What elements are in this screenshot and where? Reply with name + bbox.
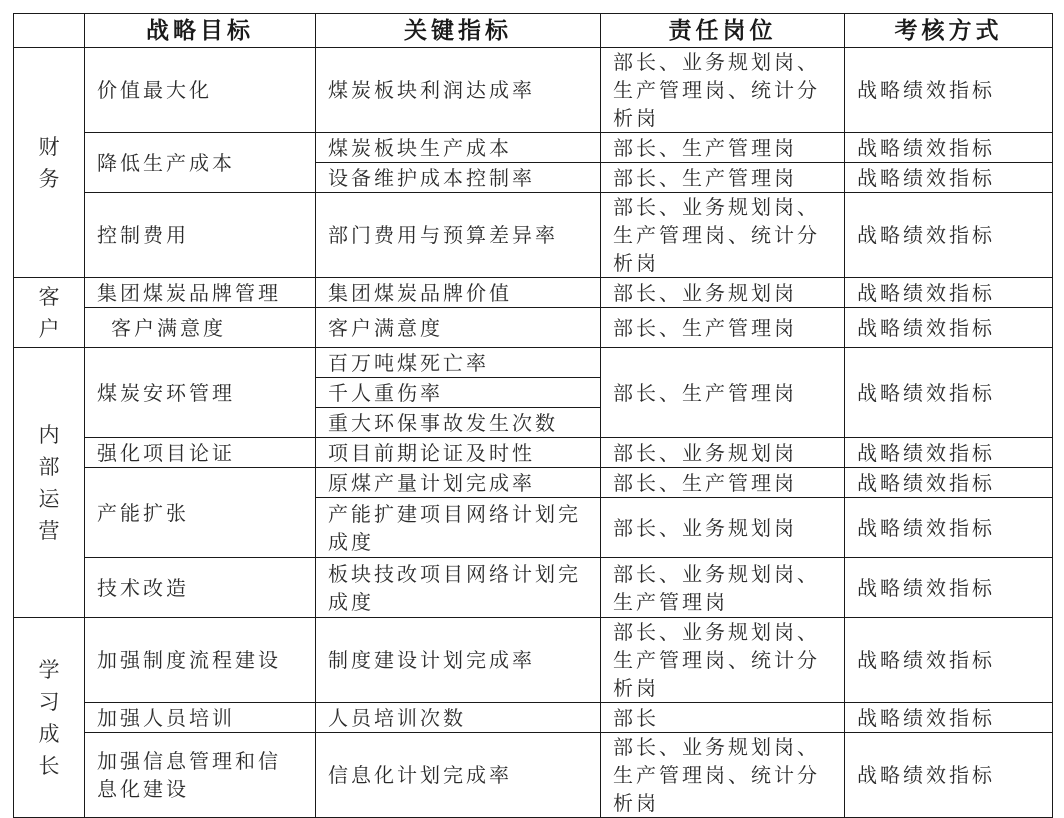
goal-cell: 强化项目论证 <box>85 438 316 468</box>
goal-cell: 加强信息管理和信息化建设 <box>85 733 316 818</box>
role-cell: 部长、业务规划岗 <box>601 498 845 558</box>
goal-cell: 客户满意度 <box>85 308 316 348</box>
method-cell: 战略绩效指标 <box>845 278 1053 308</box>
header-indicator: 关键指标 <box>316 14 601 48</box>
indicator-cell: 煤炭板块利润达成率 <box>316 48 601 133</box>
indicator-cell: 部门费用与预算差异率 <box>316 193 601 278</box>
goal-cell: 降低生产成本 <box>85 133 316 193</box>
role-cell: 部长、业务规划岗、生产管理岗 <box>601 558 845 618</box>
indicator-cell: 产能扩建项目网络计划完成度 <box>316 498 601 558</box>
header-role: 责任岗位 <box>601 14 845 48</box>
method-cell: 战略绩效指标 <box>845 498 1053 558</box>
role-cell: 部长、生产管理岗 <box>601 133 845 163</box>
role-cell: 部长、业务规划岗、生产管理岗、统计分析岗 <box>601 193 845 278</box>
method-cell: 战略绩效指标 <box>845 133 1053 163</box>
goal-cell: 加强制度流程建设 <box>85 618 316 703</box>
goal-cell: 控制费用 <box>85 193 316 278</box>
indicator-cell: 客户满意度 <box>316 308 601 348</box>
indicator-cell: 千人重伤率 <box>316 378 601 408</box>
header-method: 考核方式 <box>845 14 1053 48</box>
category-label: 客户 <box>38 284 60 341</box>
method-cell: 战略绩效指标 <box>845 163 1053 193</box>
method-cell: 战略绩效指标 <box>845 193 1053 278</box>
method-cell: 战略绩效指标 <box>845 618 1053 703</box>
indicator-cell: 集团煤炭品牌价值 <box>316 278 601 308</box>
method-cell: 战略绩效指标 <box>845 48 1053 133</box>
indicator-cell: 原煤产量计划完成率 <box>316 468 601 498</box>
role-cell: 部长、生产管理岗 <box>601 348 845 438</box>
category-finance <box>14 48 85 278</box>
strategy-kpi-table <box>13 13 1053 818</box>
goal-cell: 煤炭安环管理 <box>85 348 316 438</box>
method-cell: 战略绩效指标 <box>845 558 1053 618</box>
category-customer <box>14 278 85 348</box>
goal-cell: 产能扩张 <box>85 468 316 558</box>
table-row <box>14 278 1053 308</box>
role-cell: 部长、生产管理岗 <box>601 163 845 193</box>
role-cell: 部长、业务规划岗、生产管理岗、统计分析岗 <box>601 618 845 703</box>
role-cell: 部长、业务规划岗 <box>601 438 845 468</box>
category-internal <box>14 348 85 618</box>
goal-cell: 价值最大化 <box>85 48 316 133</box>
indicator-cell: 项目前期论证及时性 <box>316 438 601 468</box>
method-cell: 战略绩效指标 <box>845 733 1053 818</box>
table-row <box>14 618 1053 703</box>
method-cell: 战略绩效指标 <box>845 468 1053 498</box>
role-cell: 部长 <box>601 703 845 733</box>
goal-cell: 加强人员培训 <box>85 703 316 733</box>
indicator-cell: 板块技改项目网络计划完成度 <box>316 558 601 618</box>
table-row <box>14 438 1053 468</box>
indicator-cell: 制度建设计划完成率 <box>316 618 601 703</box>
role-cell: 部长、生产管理岗 <box>601 308 845 348</box>
indicator-cell: 重大环保事故发生次数 <box>316 408 601 438</box>
header-category <box>14 14 85 48</box>
role-cell: 部长、业务规划岗 <box>601 278 845 308</box>
table-row <box>14 48 1053 133</box>
table-row <box>14 733 1053 818</box>
indicator-cell: 煤炭板块生产成本 <box>316 133 601 163</box>
table-row <box>14 348 1053 378</box>
header-goal: 战略目标 <box>85 14 316 48</box>
indicator-cell: 设备维护成本控制率 <box>316 163 601 193</box>
table-row <box>14 308 1053 348</box>
table-row <box>14 468 1053 498</box>
method-cell: 战略绩效指标 <box>845 438 1053 468</box>
category-label: 财务 <box>38 134 60 191</box>
category-learning <box>14 618 85 818</box>
indicator-cell: 百万吨煤死亡率 <box>316 348 601 378</box>
category-label: 内部运营 <box>38 422 60 543</box>
role-cell: 部长、生产管理岗 <box>601 468 845 498</box>
method-cell: 战略绩效指标 <box>845 308 1053 348</box>
category-label: 学习成长 <box>38 657 60 778</box>
indicator-cell: 人员培训次数 <box>316 703 601 733</box>
table-row <box>14 133 1053 163</box>
indicator-cell: 信息化计划完成率 <box>316 733 601 818</box>
method-cell: 战略绩效指标 <box>845 348 1053 438</box>
table-row <box>14 193 1053 278</box>
goal-cell: 集团煤炭品牌管理 <box>85 278 316 308</box>
goal-cell: 技术改造 <box>85 558 316 618</box>
method-cell: 战略绩效指标 <box>845 703 1053 733</box>
table-row <box>14 558 1053 618</box>
role-cell: 部长、业务规划岗、生产管理岗、统计分析岗 <box>601 48 845 133</box>
table-row <box>14 703 1053 733</box>
header-row <box>14 14 1053 48</box>
role-cell: 部长、业务规划岗、生产管理岗、统计分析岗 <box>601 733 845 818</box>
